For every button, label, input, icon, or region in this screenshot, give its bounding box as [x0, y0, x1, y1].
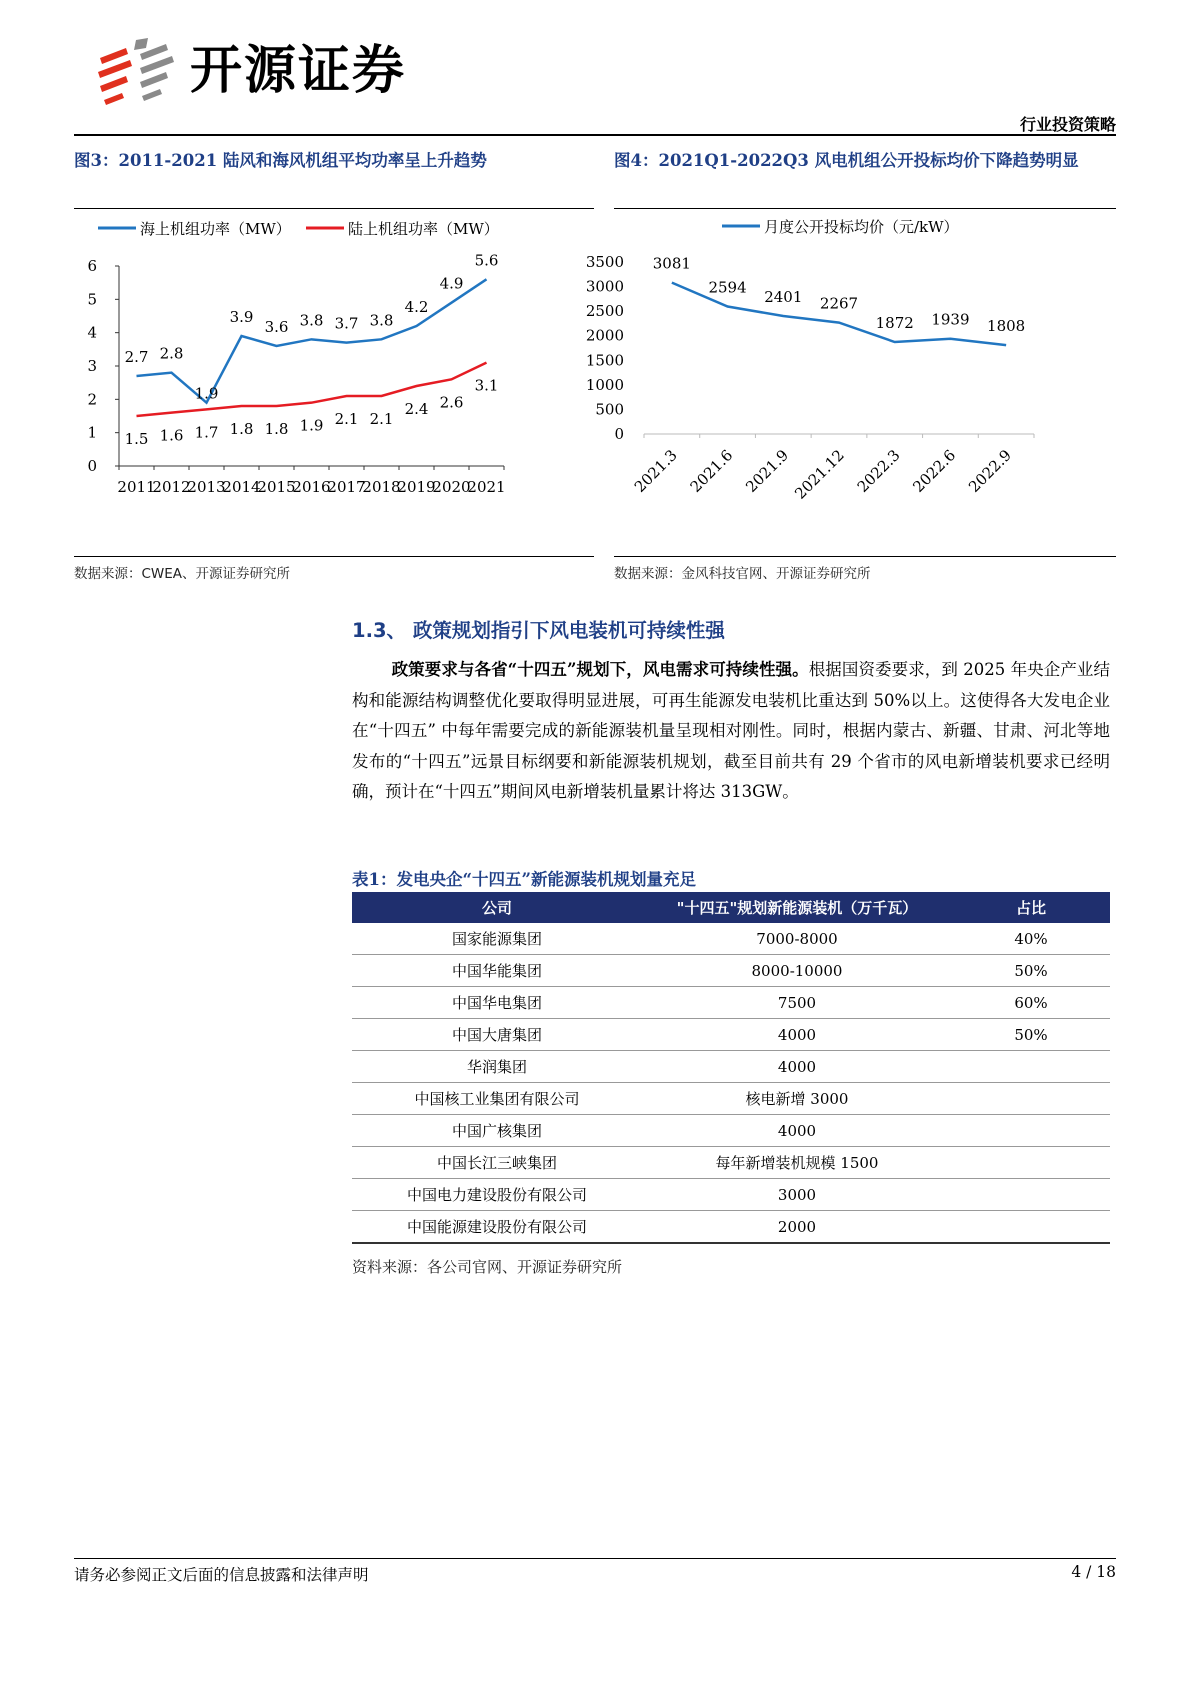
y-tick-label: 3500 [585, 253, 624, 271]
data-label: 2.7 [124, 348, 149, 366]
table-row [352, 1147, 1110, 1179]
header-divider [74, 134, 1116, 136]
table-row [352, 1083, 1110, 1115]
x-tick-label: 2021 [467, 478, 506, 496]
table-cell-company: 中国广核集团 [352, 1115, 642, 1147]
data-label: 2267 [819, 294, 859, 313]
table-cell-company: 中国华能集团 [352, 955, 642, 987]
table-cell-company: 中国华电集团 [352, 987, 642, 1019]
figure4-top-rule [614, 208, 1116, 209]
table1 [352, 892, 1110, 1244]
table-cell-capacity: 4000 [642, 1051, 952, 1083]
data-label: 3.8 [299, 311, 324, 330]
table-row [352, 987, 1110, 1019]
table-cell-share: 50% [952, 1019, 1110, 1051]
figure4-chart [585, 214, 1116, 544]
data-label: 2.4 [404, 400, 429, 418]
table-cell-share [952, 1211, 1110, 1244]
figure4-bottom-rule [614, 556, 1116, 557]
x-tick-label: 2022.9 [965, 446, 1015, 496]
table-cell-capacity: 7500 [642, 987, 952, 1019]
table1-source: 资料来源：各公司官网、开源证券研究所 [352, 1258, 623, 1276]
data-label: 2594 [708, 278, 747, 297]
y-tick-label: 4 [87, 323, 97, 342]
x-tick-label: 2022.3 [853, 446, 904, 496]
table-cell-capacity: 7000-8000 [642, 923, 952, 955]
table-row [352, 1115, 1110, 1147]
x-tick-label: 2013 [187, 478, 226, 496]
y-tick-label: 500 [595, 400, 624, 419]
x-tick-label: 2014 [222, 478, 261, 496]
figure3-bottom-rule [74, 556, 594, 557]
table-row [352, 1051, 1110, 1083]
x-tick-label: 2012 [152, 478, 191, 496]
table-cell-capacity: 2000 [642, 1211, 952, 1244]
data-label: 1.9 [194, 384, 219, 403]
table-row [352, 955, 1110, 987]
data-label: 4.9 [439, 274, 464, 293]
table-cell-share: 40% [952, 923, 1110, 955]
figure4-source: 数据来源：金风科技官网、开源证券研究所 [614, 566, 871, 582]
data-label: 2.1 [369, 410, 394, 428]
series-line-1 [137, 363, 487, 416]
y-tick-label: 2000 [585, 326, 624, 345]
y-tick-label: 5 [87, 290, 97, 309]
report-type: 行业投资策略 [1019, 115, 1116, 134]
y-tick-label: 3000 [585, 277, 624, 296]
table-cell-share [952, 1147, 1110, 1179]
legend-label-0: 海上机组功率（MW） [140, 220, 291, 238]
y-tick-label: 0 [614, 425, 624, 443]
table-cell-company: 中国长江三峡集团 [352, 1147, 642, 1179]
y-tick-label: 1 [87, 423, 97, 442]
data-label: 1.9 [299, 416, 324, 435]
data-label: 1939 [931, 310, 970, 329]
data-label: 3.8 [369, 311, 394, 330]
data-label: 1.8 [264, 420, 289, 438]
x-tick-label: 2021.3 [630, 446, 681, 496]
data-label: 1.5 [124, 430, 149, 448]
table-cell-capacity: 核电新增 3000 [642, 1083, 952, 1115]
data-label: 2.6 [439, 393, 464, 412]
x-tick-label: 2011 [117, 478, 156, 496]
figure3-chart [74, 214, 594, 544]
data-label: 3.6 [264, 318, 289, 336]
table-cell-share [952, 1179, 1110, 1211]
table-cell-company: 华润集团 [352, 1051, 642, 1083]
data-label: 1.8 [229, 420, 254, 438]
table-cell-company: 中国能源建设股份有限公司 [352, 1211, 642, 1244]
data-label: 1.6 [159, 426, 184, 445]
data-label: 1872 [875, 314, 914, 333]
y-tick-label: 1000 [585, 375, 624, 394]
table-cell-company: 中国核工业集团有限公司 [352, 1083, 642, 1115]
section-title: 1.3、 政策规划指引下风电装机可持续性强 [352, 619, 725, 642]
x-tick-label: 2020 [432, 478, 471, 496]
y-tick-label: 2 [87, 390, 97, 409]
y-tick-label: 3 [87, 357, 97, 375]
data-label: 2.1 [334, 410, 359, 428]
data-label: 4.2 [404, 298, 429, 316]
table-cell-share [952, 1083, 1110, 1115]
data-label: 1808 [987, 317, 1026, 336]
data-label: 1.7 [194, 423, 219, 442]
table-row [352, 1179, 1110, 1211]
x-tick-label: 2016 [292, 478, 331, 496]
table-cell-share: 60% [952, 987, 1110, 1019]
table1-title: 表1：发电央企“十四五”新能源装机规划量充足 [352, 870, 696, 889]
footer-disclaimer: 请务必参阅正文后面的信息披露和法律声明 [74, 1566, 369, 1584]
legend-label-0: 月度公开投标均价（元/kW） [764, 218, 959, 236]
y-tick-label: 0 [87, 457, 97, 475]
x-tick-label: 2019 [397, 478, 436, 496]
figure3-source: 数据来源：CWEA、开源证券研究所 [74, 566, 291, 582]
data-label: 2401 [764, 288, 803, 307]
data-label: 3.7 [334, 314, 359, 333]
x-tick-label: 2021.9 [742, 446, 793, 496]
table-row [352, 1019, 1110, 1051]
figure3-title: 图3：2011-2021 陆风和海风机组平均功率呈上升趋势 [74, 151, 487, 170]
table-cell-capacity: 4000 [642, 1115, 952, 1147]
table1-header-row [352, 892, 1110, 923]
figure3-top-rule [74, 208, 594, 209]
figure4-title: 图4：2021Q1-2022Q3 风电机组公开投标均价下降趋势明显 [614, 151, 1079, 170]
page-number: 4 / 18 [1071, 1563, 1116, 1581]
table-cell-company: 中国电力建设股份有限公司 [352, 1179, 642, 1211]
table-cell-capacity: 3000 [642, 1179, 952, 1211]
data-label: 3.9 [229, 308, 254, 326]
x-tick-label: 2021.6 [686, 446, 737, 496]
table-row [352, 923, 1110, 955]
x-tick-label: 2017 [327, 478, 366, 496]
table-cell-company: 中国大唐集团 [352, 1019, 642, 1051]
table1-header-capacity: "十四五"规划新能源装机（万千瓦） [642, 892, 952, 923]
table-cell-share [952, 1115, 1110, 1147]
y-tick-label: 6 [87, 257, 97, 275]
table1-header-company: 公司 [352, 892, 642, 923]
table-cell-capacity: 4000 [642, 1019, 952, 1051]
footer-divider [74, 1558, 1116, 1559]
x-tick-label: 2022.6 [909, 446, 960, 496]
brand-name: 开源证券 [190, 41, 407, 101]
section-paragraph [352, 655, 1110, 808]
table-cell-company: 国家能源集团 [352, 923, 642, 955]
table-cell-share [952, 1051, 1110, 1083]
y-tick-label: 1500 [585, 351, 624, 370]
data-label: 3081 [652, 254, 691, 273]
x-tick-label: 2018 [362, 478, 401, 496]
data-label: 3.1 [474, 376, 499, 395]
x-tick-label: 2021.12 [791, 446, 848, 503]
section-body: 根据国资委要求，到 2025 年央企产业结构和能源结构调整优化要取得明显进展，可再生能源发电装机比重达到 50%以上。这使得各大发电企业在“十四五” 中每年需要完成的新能源装机量呈现相对刚性。同时，根据内蒙古、新疆、甘肃、河北等地发布的“十四五”远景目标纲要和新能源装机规划，截至目前共有 29 个省市的风电新增装机要求已经明确，预计在“十四五”期间风电新增装机量累计将达 313GW。 [352, 660, 1110, 801]
table-cell-capacity: 每年新增装机规模 1500 [642, 1147, 952, 1179]
table-row [352, 1211, 1110, 1244]
data-label: 2.8 [159, 344, 184, 363]
section-lead: 政策要求与各省“十四五”规划下，风电需求可持续性强。 [391, 660, 809, 679]
table-cell-capacity: 8000-10000 [642, 955, 952, 987]
series-line-0 [137, 279, 487, 402]
brand-logo-icon [96, 36, 180, 106]
table-cell-share: 50% [952, 955, 1110, 987]
y-tick-label: 2500 [585, 302, 624, 321]
table1-header-share: 占比 [952, 892, 1110, 923]
legend-label-1: 陆上机组功率（MW） [348, 220, 499, 238]
data-label: 5.6 [474, 251, 499, 270]
x-tick-label: 2015 [257, 478, 296, 496]
